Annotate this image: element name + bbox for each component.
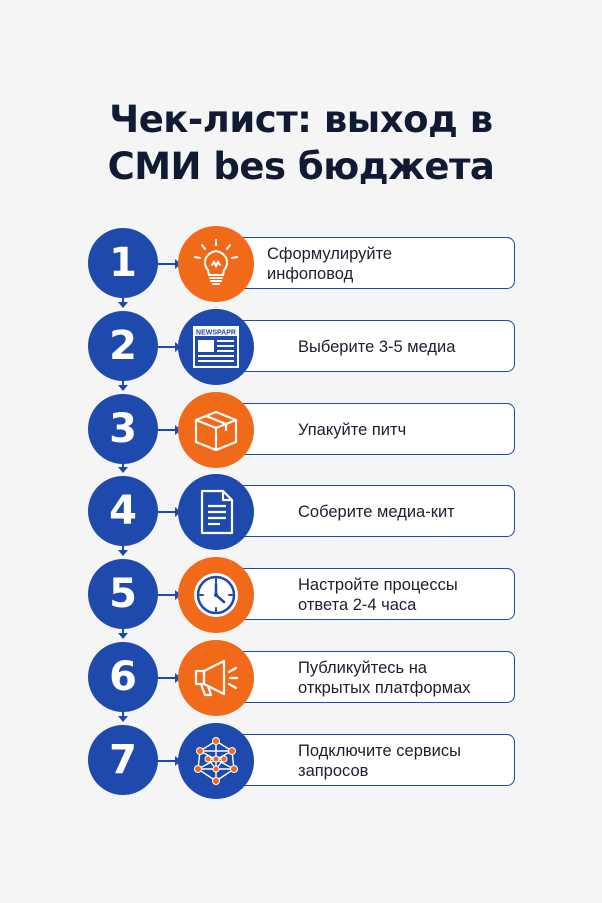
step-number-badge: 5	[88, 559, 158, 629]
step-6	[0, 642, 602, 722]
step-number-badge: 7	[88, 725, 158, 795]
step-number-badge: 1	[88, 228, 158, 298]
document-icon	[178, 474, 254, 550]
network-icon	[178, 723, 254, 799]
step-arrow	[158, 677, 178, 679]
clock-icon	[178, 557, 254, 633]
page-title	[0, 96, 602, 190]
step-arrow	[158, 594, 178, 596]
step-card	[243, 568, 515, 620]
step-text: Упакуйте питч	[298, 421, 407, 439]
step-number-badge: 2	[88, 311, 158, 381]
step-card	[243, 734, 515, 786]
step-text: Сформулируйте инфоповод	[267, 245, 393, 283]
step-arrow	[158, 760, 178, 762]
step-number-badge: 4	[88, 476, 158, 546]
step-text: Соберите медиа-кит	[298, 503, 455, 521]
title-line-1: Чек-лист: выход в	[109, 98, 493, 141]
step-text: Публикуйтесь на открытых платформах	[298, 659, 471, 697]
step-5	[0, 559, 602, 639]
step-card	[243, 651, 515, 703]
box-icon	[178, 392, 254, 468]
step-7	[0, 725, 602, 805]
step-1	[0, 228, 602, 308]
lightbulb-icon	[178, 226, 254, 302]
title-line-2: СМИ bеs бюджета	[107, 145, 495, 188]
step-card	[243, 403, 515, 455]
step-card	[243, 237, 515, 289]
step-number-badge: 3	[88, 394, 158, 464]
newspaper-icon	[178, 309, 254, 385]
step-arrow	[158, 511, 178, 513]
step-text: Подключите сервисы запросов	[298, 742, 461, 780]
step-card	[243, 485, 515, 537]
step-number-badge: 6	[88, 642, 158, 712]
step-arrow	[158, 263, 178, 265]
step-text: Выберите 3-5 медиа	[298, 338, 456, 356]
step-arrow	[158, 346, 178, 348]
step-2	[0, 311, 602, 391]
megaphone-icon	[178, 640, 254, 716]
step-3	[0, 394, 602, 474]
step-4	[0, 476, 602, 556]
step-card	[243, 320, 515, 372]
newspaper-caption: NEWSPAPR	[196, 329, 236, 337]
step-arrow	[158, 429, 178, 431]
step-text: Настройте процессы ответа 2-4 часа	[298, 576, 458, 614]
